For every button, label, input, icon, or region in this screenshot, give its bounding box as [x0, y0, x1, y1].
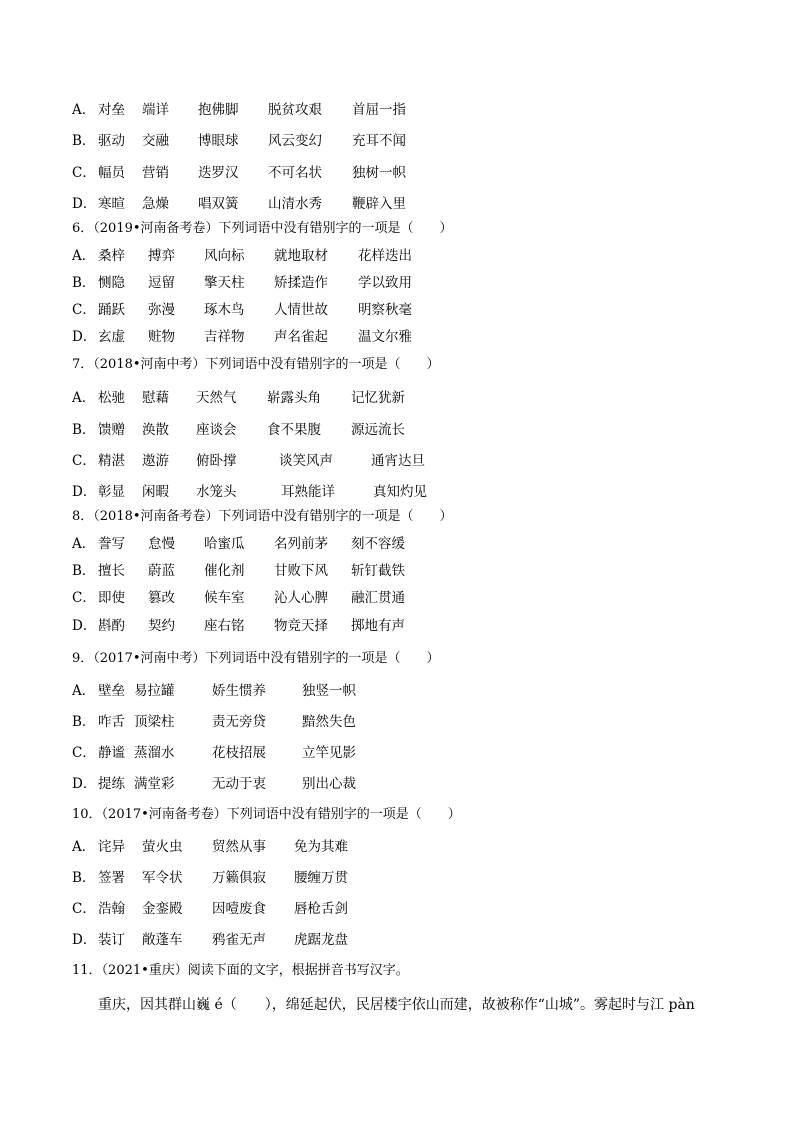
option-word: 桑梓 — [98, 248, 125, 264]
option-word: 因噎废食 — [212, 901, 266, 917]
option-word: 充耳不闻 — [352, 133, 406, 149]
option-word: 脱贫攻艰 — [268, 102, 322, 118]
option-word: 即使 — [98, 590, 125, 606]
option-word: 营销 — [142, 165, 169, 181]
option-word: 鸦雀无声 — [212, 932, 266, 948]
option-word: 闲暇 — [142, 484, 169, 500]
option-word: 黯然失色 — [302, 714, 356, 730]
option-word: 怠慢 — [148, 536, 175, 552]
option-word: 契约 — [148, 618, 175, 634]
option-word: 吉祥物 — [204, 329, 245, 345]
option-word: 踊跃 — [98, 302, 125, 318]
option-word: 独竖一帜 — [302, 683, 356, 699]
option-word: 涣散 — [142, 422, 169, 438]
option-word: 签署 — [98, 870, 125, 886]
option-word: 博眼球 — [198, 133, 239, 149]
option-word: 名列前茅 — [274, 536, 328, 552]
option-word: 顶梁柱 — [134, 714, 175, 730]
option-word: 萤火虫 — [142, 839, 183, 855]
option-letter: B． — [72, 422, 96, 438]
option-word: 寒暄 — [98, 196, 125, 212]
option-word: 恻隐 — [98, 275, 125, 291]
question-7: 7．（2018•河南中考）下列词语中没有错别字的一项是（ ） — [72, 357, 440, 372]
option-word: 哈蜜瓜 — [204, 536, 245, 552]
option-letter: C． — [72, 901, 96, 917]
option-word: 斟酌 — [98, 618, 125, 634]
option-word: 源远流长 — [351, 422, 405, 438]
option-letter: A． — [72, 102, 96, 118]
option-word: 彰显 — [98, 484, 125, 500]
option-word: 精湛 — [98, 453, 125, 469]
option-letter: A． — [72, 248, 96, 264]
option-letter: C． — [72, 590, 96, 606]
option-word: 食不果腹 — [267, 422, 321, 438]
option-word: 对垒 — [98, 102, 125, 118]
option-word: 独树一帜 — [352, 165, 406, 181]
option-word: 风向标 — [204, 248, 245, 264]
option-word: 娇生惯养 — [212, 683, 266, 699]
option-word: 擎天柱 — [204, 275, 245, 291]
option-word: 声名雀起 — [274, 329, 328, 345]
option-word: 就地取材 — [274, 248, 328, 264]
option-word: 唇枪舌剑 — [294, 901, 348, 917]
option-word: 逗留 — [148, 275, 175, 291]
option-letter: A． — [72, 683, 96, 699]
option-word: 花枝招展 — [212, 745, 266, 761]
option-word: 记忆犹新 — [351, 390, 405, 406]
option-word: 易拉罐 — [134, 683, 175, 699]
option-word: 誊写 — [98, 536, 125, 552]
question-6: 6．（2019•河南备考卷）下列词语中没有错别字的一项是（ ） — [72, 221, 453, 236]
option-word: 浩翰 — [98, 901, 125, 917]
option-word: 明察秋毫 — [358, 302, 412, 318]
option-word: 端详 — [142, 102, 169, 118]
option-word: 蔚蓝 — [148, 563, 175, 579]
option-word: 座右铭 — [204, 618, 245, 634]
option-word: 真知灼见 — [373, 484, 427, 500]
option-word: 弥漫 — [148, 302, 175, 318]
option-word: 诧异 — [98, 839, 125, 855]
option-word: 慰藉 — [142, 390, 169, 406]
option-word: 免为其难 — [294, 839, 348, 855]
option-word: 别出心裁 — [302, 776, 356, 792]
option-word: 沁人心脾 — [274, 590, 328, 606]
option-letter: A． — [72, 536, 96, 552]
option-word: 唱双簧 — [198, 196, 239, 212]
option-word: 蒸溜水 — [134, 745, 175, 761]
option-word: 鞭辟入里 — [352, 196, 406, 212]
option-word: 刻不容缓 — [351, 536, 405, 552]
option-word: 擅长 — [98, 563, 125, 579]
option-word: 斩钉截铁 — [351, 563, 405, 579]
option-word: 虎踞龙盘 — [294, 932, 348, 948]
option-letter: C． — [72, 302, 96, 318]
option-word: 责无旁贷 — [212, 714, 266, 730]
option-letter: C． — [72, 745, 96, 761]
option-word: 琢木鸟 — [204, 302, 245, 318]
option-word: 交融 — [142, 133, 169, 149]
option-word: 咋舌 — [98, 714, 125, 730]
option-word: 满堂彩 — [134, 776, 175, 792]
option-word: 甘败下风 — [274, 563, 328, 579]
option-letter: D． — [72, 776, 97, 792]
option-word: 赃物 — [148, 329, 175, 345]
option-letter: D． — [72, 932, 97, 948]
reading-paragraph: 重庆，因其群山巍 é（ ），绵延起伏，民居楼宇依山而建，故被称作“山城”。雾起时与江 pàn — [98, 997, 695, 1013]
option-word: 通宵达旦 — [371, 453, 425, 469]
option-word: 人情世故 — [274, 302, 328, 318]
option-word: 耳熟能详 — [281, 484, 335, 500]
option-word: 学以致用 — [358, 275, 412, 291]
option-letter: B． — [72, 275, 96, 291]
option-word: 抱佛脚 — [198, 102, 239, 118]
option-word: 物竞天择 — [274, 618, 328, 634]
option-word: 松驰 — [98, 390, 125, 406]
option-word: 搏弈 — [148, 248, 175, 264]
option-word: 腰缠万贯 — [294, 870, 348, 886]
option-word: 花样迭出 — [358, 248, 412, 264]
option-word: 不可名状 — [268, 165, 322, 181]
option-word: 俯卧撑 — [196, 453, 237, 469]
option-word: 无动于衷 — [212, 776, 266, 792]
option-word: 篡改 — [148, 590, 175, 606]
option-letter: A． — [72, 839, 96, 855]
option-word: 急燥 — [142, 196, 169, 212]
option-letter: D． — [72, 618, 97, 634]
option-word: 金銮殿 — [142, 901, 183, 917]
option-word: 温文尔雅 — [358, 329, 412, 345]
option-word: 风云变幻 — [268, 133, 322, 149]
option-word: 掷地有声 — [351, 618, 405, 634]
option-word: 敞蓬车 — [142, 932, 183, 948]
question-11: 11．（2021•重庆）阅读下面的文字，根据拼音书写汉字。 — [72, 963, 409, 978]
option-word: 座谈会 — [196, 422, 237, 438]
question-8: 8．（2018•河南备考卷）下列词语中没有错别字的一项是（ ） — [72, 509, 453, 524]
option-word: 矫揉造作 — [274, 275, 328, 291]
option-word: 立竿见影 — [302, 745, 356, 761]
option-word: 壁垒 — [98, 683, 125, 699]
option-letter: B． — [72, 714, 96, 730]
option-word: 天然气 — [196, 390, 237, 406]
option-letter: B． — [72, 563, 96, 579]
option-word: 迭罗汉 — [198, 165, 239, 181]
option-word: 山清水秀 — [268, 196, 322, 212]
option-word: 催化剂 — [204, 563, 245, 579]
option-word: 融汇贯通 — [351, 590, 405, 606]
option-letter: B． — [72, 133, 96, 149]
option-letter: A． — [72, 390, 96, 406]
option-word: 首屈一指 — [352, 102, 406, 118]
option-word: 提练 — [98, 776, 125, 792]
option-letter: D． — [72, 484, 97, 500]
option-word: 静谧 — [98, 745, 125, 761]
option-letter: C． — [72, 165, 96, 181]
option-word: 遨游 — [142, 453, 169, 469]
option-word: 幅员 — [98, 165, 125, 181]
option-letter: B． — [72, 870, 96, 886]
option-word: 驱动 — [98, 133, 125, 149]
option-word: 崭露头角 — [267, 390, 321, 406]
option-word: 谈笑风声 — [279, 453, 333, 469]
question-9: 9．（2017•河南中考）下列词语中没有错别字的一项是（ ） — [72, 651, 440, 666]
option-letter: C． — [72, 453, 96, 469]
option-word: 贸然从事 — [212, 839, 266, 855]
question-10: 10．（2017•河南备考卷）下列词语中没有错别字的一项是（ ） — [72, 807, 461, 822]
option-word: 馈赠 — [98, 422, 125, 438]
option-letter: D． — [72, 329, 97, 345]
option-word: 候车室 — [204, 590, 245, 606]
option-letter: D． — [72, 196, 97, 212]
option-word: 玄虚 — [98, 329, 125, 345]
option-word: 军令状 — [142, 870, 183, 886]
option-word: 水笼头 — [196, 484, 237, 500]
option-word: 装订 — [98, 932, 125, 948]
option-word: 万籁俱寂 — [212, 870, 266, 886]
